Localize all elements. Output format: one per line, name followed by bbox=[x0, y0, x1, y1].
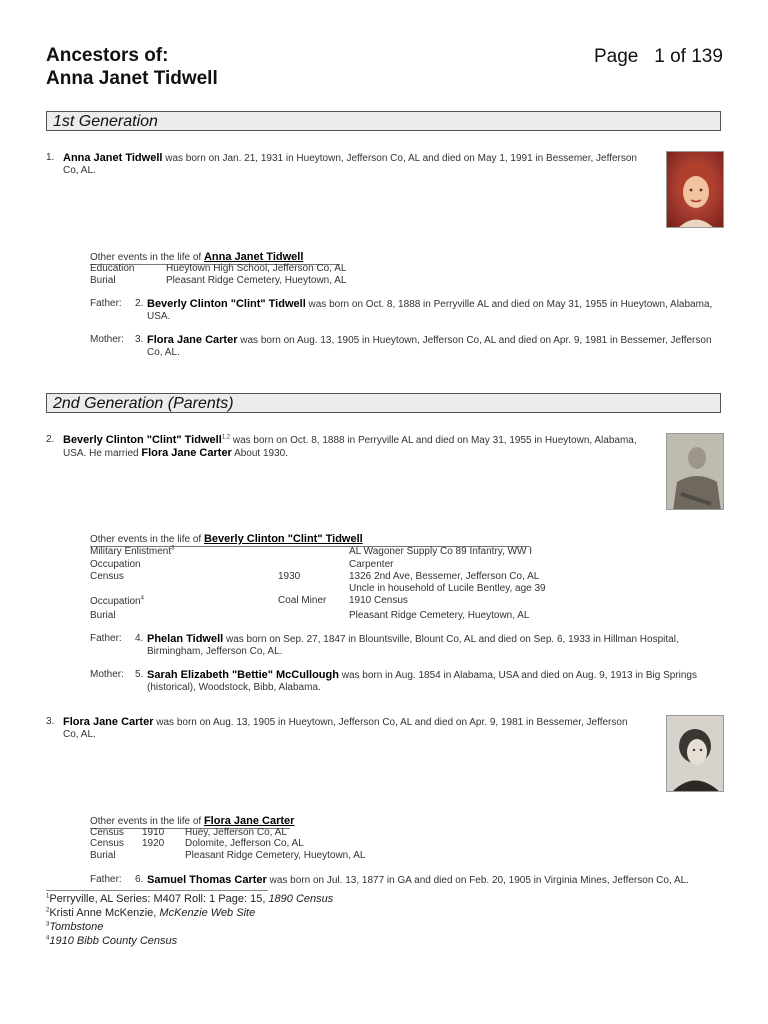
father-name[interactable]: Beverly Clinton "Clint" Tidwell bbox=[147, 298, 306, 310]
page-number: 1 bbox=[654, 46, 665, 67]
person-2-photo[interactable] bbox=[666, 433, 724, 510]
father-label: Father: bbox=[90, 298, 122, 309]
event-date: 1910 bbox=[142, 827, 165, 838]
other-events-name: Anna Janet Tidwell bbox=[203, 251, 304, 263]
event-value: AL Wagoner Supply Co 89 Infantry, WW I bbox=[349, 546, 533, 557]
person-3-number: 3. bbox=[46, 716, 55, 727]
other-events-prefix: Other events in the life of bbox=[90, 252, 204, 263]
footnote-source: 1910 Bibb County Census bbox=[49, 935, 178, 947]
event-type bbox=[90, 596, 144, 608]
father-text: was born on Oct. 8, 1888 in Perryville AL and died on May 31, 1955 in Hueytown, Alabama, USA. bbox=[147, 299, 713, 322]
person-1-name[interactable]: Anna Janet Tidwell bbox=[63, 152, 163, 164]
person-3-name[interactable]: Flora Jane Carter bbox=[63, 716, 154, 728]
person-1-photo[interactable] bbox=[666, 151, 724, 228]
person-2-text: was born on Oct. 8, 1888 in Perryville AL and died on May 31, 1955 in Hueytown, Alabama, USA. He married bbox=[63, 435, 637, 459]
event-value: Uncle in household of Lucile Bentley, age 39 bbox=[349, 583, 546, 594]
event-value: Pleasant Ridge Cemetery, Hueytown, AL bbox=[185, 850, 366, 861]
father-name[interactable]: Samuel Thomas Carter bbox=[147, 874, 267, 886]
event-type-label: Occupation bbox=[90, 596, 141, 607]
event-value: Pleasant Ridge Cemetery, Hueytown, AL bbox=[349, 610, 530, 621]
person-2-text-2: About 1930. bbox=[231, 448, 289, 459]
subject-name-title: Anna Janet Tidwell bbox=[46, 68, 218, 89]
footnote-number: 4 bbox=[46, 935, 50, 942]
generation-1-header bbox=[46, 111, 721, 131]
father-entry bbox=[147, 298, 723, 323]
event-type bbox=[90, 546, 174, 558]
father-text: was born on Sep. 27, 1847 in Blountsville, Blount Co, AL and died on Sep. 6, 1933 in Hillman Hospital, Birmingham, Jefferson Co, AL. bbox=[147, 634, 679, 657]
other-events-prefix: Other events in the life of bbox=[90, 816, 204, 827]
event-type: Burial bbox=[90, 850, 116, 861]
person-1-text: was born on Jan. 21, 1931 in Hueytown, Jefferson Co, AL and died on May 1, 1991 in Bessemer, Jefferson Co, AL. bbox=[63, 153, 637, 176]
event-date: 1930 bbox=[278, 571, 301, 582]
father-name[interactable]: Phelan Tidwell bbox=[147, 633, 224, 645]
spouse-name[interactable]: Flora Jane Carter bbox=[141, 447, 232, 459]
footnote-text: Kristi Anne McKenzie, bbox=[49, 907, 160, 919]
father-number: 6. bbox=[135, 874, 144, 885]
footnote-number: 3 bbox=[46, 921, 50, 928]
footnote-text: Perryville, AL Series: M407 Roll: 1 Page: 15, bbox=[49, 893, 269, 905]
father-label: Father: bbox=[90, 874, 122, 885]
event-type: Census bbox=[90, 827, 124, 838]
page-indicator bbox=[594, 46, 723, 68]
page-total: 139 bbox=[691, 46, 723, 67]
other-events-name: Flora Jane Carter bbox=[203, 815, 295, 827]
mother-number: 3. bbox=[135, 334, 144, 345]
event-type: Census bbox=[90, 838, 124, 849]
mother-label: Mother: bbox=[90, 669, 124, 680]
event-value: Dolomite, Jefferson Co, AL bbox=[185, 838, 304, 849]
footnote bbox=[46, 893, 333, 906]
person-2-name[interactable]: Beverly Clinton "Clint" Tidwell bbox=[63, 434, 222, 446]
person-1-entry bbox=[63, 152, 638, 177]
father-label: Father: bbox=[90, 633, 122, 644]
other-events-prefix: Other events in the life of bbox=[90, 534, 204, 545]
mother-text: was born on Aug. 13, 1905 in Hueytown, Jefferson Co, AL and died on Apr. 9, 1981 in Bessemer, Jefferson Co, AL. bbox=[147, 335, 712, 358]
mother-label: Mother: bbox=[90, 334, 124, 345]
report-title: Ancestors of: bbox=[46, 45, 169, 66]
footnote-number: 2 bbox=[46, 907, 50, 914]
page-label: Page bbox=[594, 46, 639, 67]
generation-2-header bbox=[46, 393, 721, 413]
footnote-number: 1 bbox=[46, 893, 50, 900]
mother-name[interactable]: Flora Jane Carter bbox=[147, 334, 238, 346]
mother-name[interactable]: Sarah Elizabeth "Bettie" McCullough bbox=[147, 669, 339, 681]
generation-1-title: 1st Generation bbox=[53, 113, 158, 130]
footnote-source: 1890 Census bbox=[268, 893, 334, 905]
footnote-rule bbox=[46, 890, 268, 891]
event-type: Census bbox=[90, 571, 124, 582]
mother-text: was born in Aug. 1854 in Alabama, USA and died on Aug. 9, 1913 in Big Springs (historical), Woodstock, Bibb, Alabama. bbox=[147, 670, 697, 693]
person-1-number: 1. bbox=[46, 152, 55, 163]
event-value: 1326 2nd Ave, Bessemer, Jefferson Co, AL bbox=[349, 571, 540, 582]
event-value: Pleasant Ridge Cemetery, Hueytown, AL bbox=[166, 275, 347, 286]
source-citation[interactable]: 4 bbox=[140, 595, 144, 602]
event-value: Carpenter bbox=[349, 559, 394, 570]
source-citation[interactable]: 1,2 bbox=[221, 434, 231, 441]
event-type: Education bbox=[90, 263, 135, 274]
person-2-entry bbox=[63, 434, 638, 460]
father-entry bbox=[147, 633, 723, 658]
person-2-number: 2. bbox=[46, 434, 55, 445]
event-value: Hueytown High School, Jefferson Co, AL bbox=[166, 263, 347, 274]
event-type: Burial bbox=[90, 610, 116, 621]
mother-number: 5. bbox=[135, 669, 144, 680]
page-of: of bbox=[670, 46, 686, 67]
event-value: Huey, Jefferson Co, AL bbox=[185, 827, 287, 838]
father-number: 2. bbox=[135, 298, 144, 309]
other-events-heading-2 bbox=[90, 533, 363, 546]
event-type-label: Military Enlistment bbox=[90, 546, 172, 557]
person-3-text: was born on Aug. 13, 1905 in Hueytown, Jefferson Co, AL and died on Apr. 9, 1981 in Bessemer, Jefferson Co, AL. bbox=[63, 717, 628, 740]
footnote bbox=[46, 935, 177, 948]
event-value: 1910 Census bbox=[349, 595, 408, 606]
footnote bbox=[46, 921, 103, 934]
footnote-source: Tombstone bbox=[49, 921, 104, 933]
event-type: Occupation bbox=[90, 559, 141, 570]
mother-entry bbox=[147, 669, 725, 694]
generation-2-title: 2nd Generation (Parents) bbox=[53, 395, 234, 412]
person-3-photo[interactable] bbox=[666, 715, 724, 792]
event-date: Coal Miner bbox=[278, 595, 327, 606]
footnote-source: McKenzie Web Site bbox=[159, 907, 256, 919]
event-type: Burial bbox=[90, 275, 116, 286]
source-citation[interactable]: 3 bbox=[171, 545, 175, 552]
father-text: was born on Jul. 13, 1877 in GA and died on Feb. 20, 1905 in Virginia Mines, Jefferson Co, AL. bbox=[266, 875, 689, 886]
footnote bbox=[46, 907, 255, 920]
father-number: 4. bbox=[135, 633, 144, 644]
event-date: 1920 bbox=[142, 838, 165, 849]
father-entry bbox=[147, 874, 725, 887]
person-3-entry bbox=[63, 716, 638, 741]
other-events-name: Beverly Clinton "Clint" Tidwell bbox=[203, 533, 363, 545]
mother-entry bbox=[147, 334, 725, 359]
